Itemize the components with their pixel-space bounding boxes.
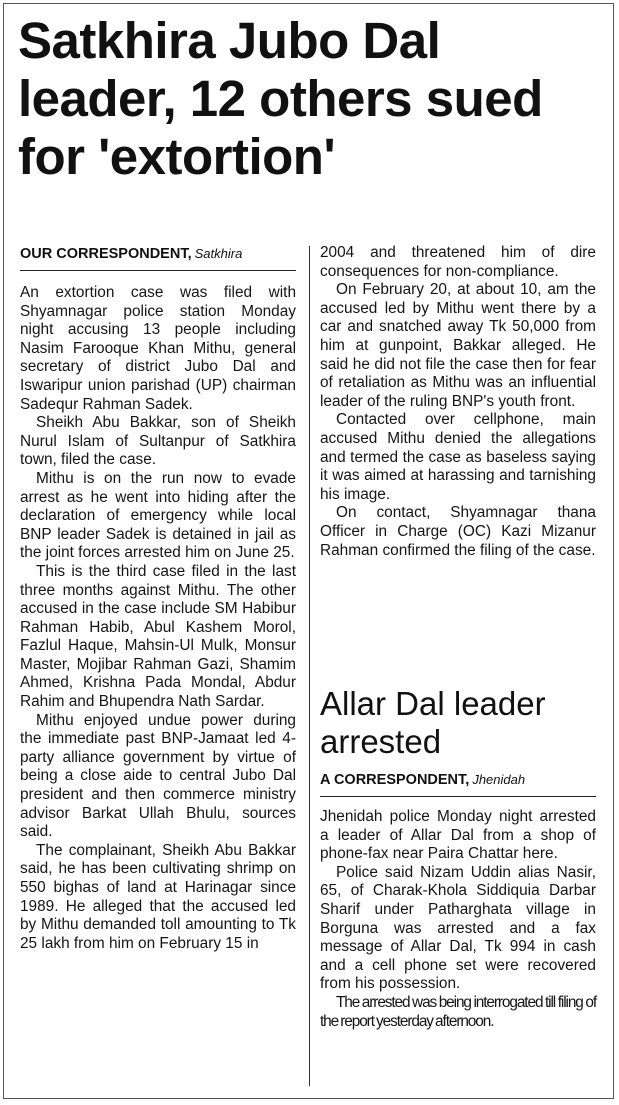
paragraph: The arrested was being interrogated till filing of the report yesterday afternoon. — [320, 993, 596, 1030]
byline-place: Jhenidah — [472, 772, 526, 787]
byline-author: A CORRESPONDENT, — [320, 772, 470, 788]
paragraph: 2004 and threatened him of dire consequences for non-compliance. — [320, 244, 596, 280]
byline-author: OUR CORRESPONDENT, — [20, 246, 192, 262]
paragraph: Mithu enjoyed undue power during the immediate past BNP-Jamaat led 4-party alliance government by virtue of being a close aide to central Jubo Dal president and then commerce ministry advisor Barkat Ullah Bhulu, sources said. — [20, 711, 296, 841]
second-article-byline — [320, 772, 525, 788]
paragraph: On contact, Shyamnagar thana Officer in Charge (OC) Kazi Mizanur Rahman confirmed the filing of the case. — [320, 504, 596, 559]
article-column-1 — [20, 284, 296, 953]
article-headline: Satkhira Jubo Dal leader, 12 others sued for 'extortion' — [18, 12, 543, 186]
byline-place: Satkhira — [194, 246, 243, 261]
paragraph: An extortion case was filed with Shyamnagar police station Monday night accusing 13 people including Nasim Farooque Khan Mithu, general secretary of district Jubo Dal and Iswaripur union parishad (UP) chairman Sadequr Rahman Sadek. — [20, 284, 296, 413]
column-divider — [309, 246, 310, 1086]
paragraph: Jhenidah police Monday night arrested a leader of Allar Dal from a shop of phone-fax near Paira Chattar here. — [320, 808, 596, 863]
byline-rule — [20, 270, 296, 271]
paragraph: Mithu is on the run now to evade arrest as he went into hiding after the declaration of emergency while local BNP leader Sadek is detained in jail as the joint forces arrested him on June 25. — [20, 469, 296, 562]
second-article-body — [320, 808, 596, 1031]
second-article-headline: Allar Dal leader arrested — [320, 685, 546, 760]
paragraph: The complainant, Sheikh Abu Bakkar said, he has been cultivating shrimp on 550 bighas of land at Harinagar since 1989. He alleged that the accused led by Mithu demanded toll amounting to Tk 25 lakh from him on February 15 in — [20, 841, 296, 952]
paragraph: Police said Nizam Uddin alias Nasir, 65, of Charak-Khola Siddiquia Darbar Sharif under Patharghata village in Borguna was arrested and a fax message of Allar Dal, Tk 994 in cash and a cell phone set were recovered from his possession. — [320, 863, 596, 993]
paragraph: Contacted over cellphone, main accused Mithu denied the allegations and termed the case as baseless saying it was aimed at harassing and tarnishing his image. — [320, 411, 596, 503]
paragraph: Sheikh Abu Bakkar, son of Sheikh Nurul Islam of Sultanpur of Satkhira town, filed the case. — [20, 414, 296, 469]
byline-rule — [320, 796, 596, 797]
paragraph: This is the third case filed in the last three months against Mithu. The other accused in the case include SM Habibur Rahman Habib, Abul Kashem Morol, Fazlul Haque, Mahsin-Ul Mulk, Monsur Master, Mojibar Rahman Gazi, Shamim Ahmed, Krishna Pada Mondal, Abdur Rahim and Bhupendra Nath Sardar. — [20, 562, 296, 711]
article-byline — [20, 246, 242, 262]
article-column-2 — [320, 244, 596, 560]
paragraph: On February 20, at about 10, am the accused led by Mithu went there by a car and snatched away Tk 50,000 from him at gunpoint, Bakkar alleged. He said he did not file the case then for fear of retaliation as Mithu was an influential leader of the ruling BNP's youth front. — [320, 281, 596, 410]
